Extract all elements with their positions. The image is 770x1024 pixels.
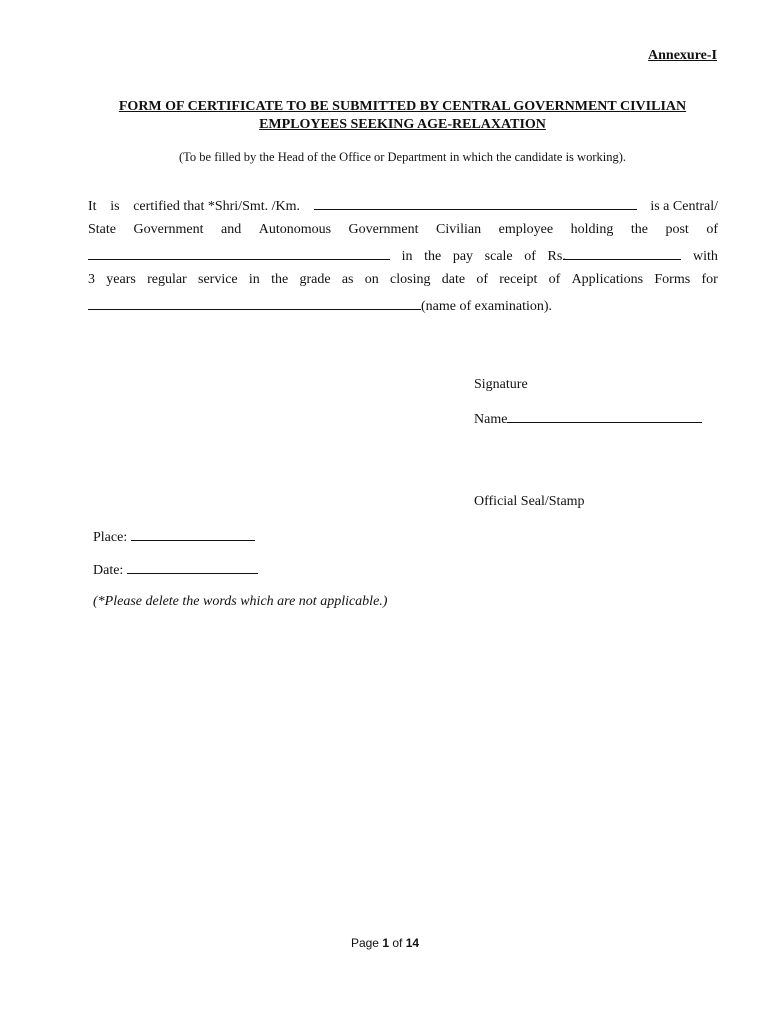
- cert-word: in: [401, 249, 413, 264]
- cert-word: of: [476, 272, 488, 287]
- form-title-line2: EMPLOYEES SEEKING AGE-RELAXATION: [259, 117, 546, 132]
- place-field: [93, 528, 255, 546]
- cert-word: employee: [498, 222, 554, 237]
- cert-word: is: [110, 199, 120, 214]
- cert-word: scale: [484, 249, 513, 264]
- post-blank: [88, 247, 390, 260]
- form-title-line1: FORM OF CERTIFICATE TO BE SUBMITTED BY CENTRAL GOVERNMENT CIVILIAN: [118, 99, 687, 114]
- cert-word: the: [424, 249, 442, 264]
- cert-word: years: [106, 272, 136, 287]
- cert-word: and: [220, 222, 242, 237]
- cert-word: as: [341, 272, 354, 287]
- cert-word: grade: [299, 272, 331, 287]
- cert-word: in: [248, 272, 260, 287]
- examination-name-blank: [88, 297, 421, 310]
- cert-word: Government: [133, 222, 204, 237]
- signature-label: Signature: [474, 377, 528, 392]
- cert-word: is a Central/: [650, 199, 718, 214]
- cert-word: date: [441, 272, 466, 287]
- cert-word: service: [198, 272, 238, 287]
- cert-word: the: [271, 272, 289, 287]
- cert-word: pay: [452, 249, 474, 264]
- certificate-text: [88, 197, 718, 322]
- cert-word: It: [88, 199, 97, 214]
- name-label: Name: [474, 412, 508, 427]
- cert-word: Forms: [654, 272, 691, 287]
- cert-line-5: [88, 297, 718, 322]
- cert-word: regular: [147, 272, 187, 287]
- cert-word: Applications: [571, 272, 644, 287]
- cert-line-2: [88, 222, 718, 247]
- pay-scale-blank: [563, 247, 681, 260]
- official-seal-label: Official Seal/Stamp: [474, 494, 585, 509]
- cert-word: of: [524, 249, 536, 264]
- cert-word: the: [630, 222, 648, 237]
- footnote: (*Please delete the words which are not applicable.): [93, 594, 388, 609]
- annexure-label: Annexure-I: [648, 48, 717, 63]
- cert-word: for: [701, 272, 718, 287]
- cert-word: of: [706, 222, 718, 237]
- date-blank: [127, 561, 258, 574]
- current-page: 1: [382, 936, 389, 950]
- form-title: [80, 98, 725, 134]
- cert-word: post: [665, 222, 689, 237]
- cert-word: Civilian: [436, 222, 482, 237]
- page-word: Page: [350, 936, 379, 950]
- cert-word: receipt: [499, 272, 538, 287]
- cert-word: Autonomous: [258, 222, 332, 237]
- cert-line-3: [88, 247, 718, 272]
- cert-word: Rs.: [547, 249, 566, 264]
- cert-word: closing: [390, 272, 431, 287]
- cert-word: Government: [348, 222, 419, 237]
- date-field: [93, 561, 258, 579]
- cert-word: 3: [88, 272, 95, 287]
- date-label: Date:: [93, 563, 124, 578]
- cert-word: (name of examination).: [421, 299, 553, 314]
- cert-line-1: [88, 197, 718, 222]
- cert-word: with: [693, 249, 718, 264]
- cert-line-4: [88, 272, 718, 297]
- cert-word: of: [548, 272, 561, 287]
- cert-word: holding: [570, 222, 614, 237]
- name-field: [474, 410, 702, 428]
- candidate-name-blank: [314, 197, 637, 210]
- form-subtitle: (To be filled by the Head of the Office or Department in which the candidate is working).: [178, 150, 626, 164]
- cert-word: State: [88, 222, 116, 237]
- cert-word: certified that *Shri/Smt. /Km.: [133, 199, 301, 214]
- of-word: of: [392, 936, 403, 950]
- page-number: [0, 936, 770, 950]
- total-pages: 14: [405, 936, 420, 950]
- place-blank: [131, 528, 255, 541]
- place-label: Place:: [93, 530, 128, 545]
- cert-word: on: [364, 272, 379, 287]
- name-blank: [507, 410, 702, 423]
